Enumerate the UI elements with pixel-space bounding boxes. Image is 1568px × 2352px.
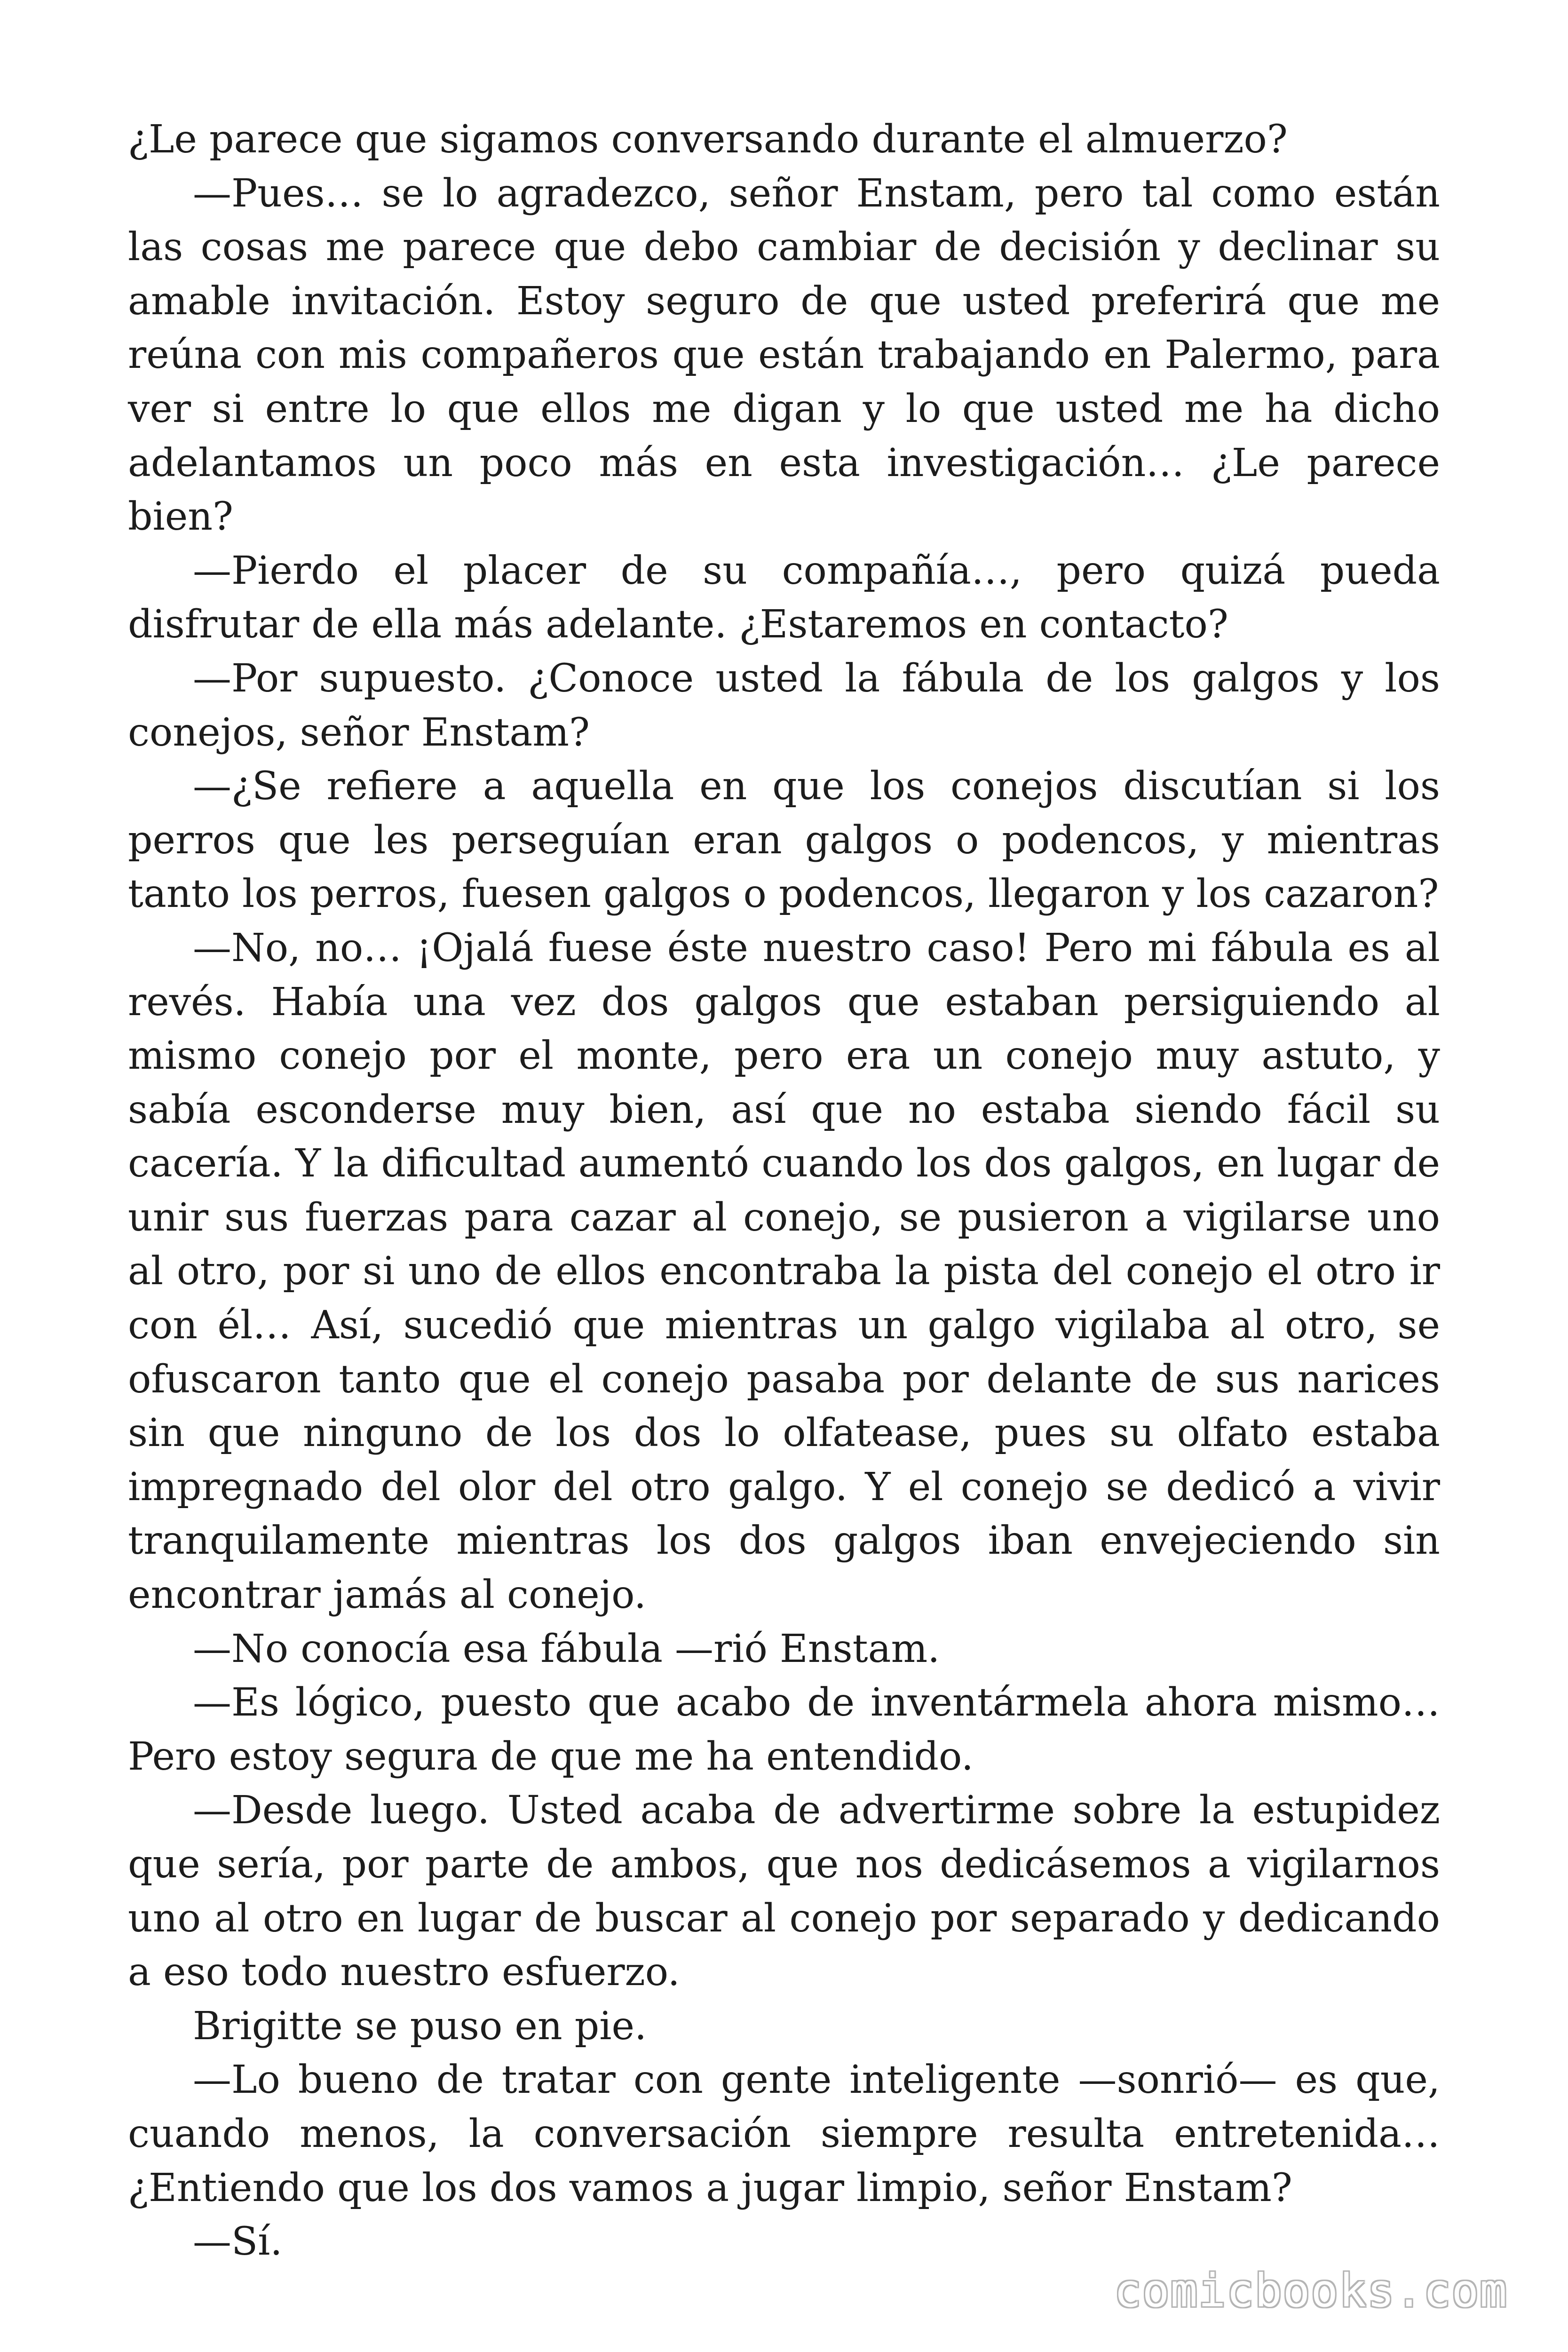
paragraph-6: —No, no… ¡Ojalá fuese éste nuestro caso! Pero mi fábula es al revés. Había una vez dos galgos que estaban persiguiendo al mismo conejo por el monte, pero era un conejo muy astuto, y sabía esconderse muy bien, así que no estaba siendo fácil su cacería. Y la dificultad aumentó cuando los dos galgos, en lugar de unir sus fuerzas para cazar al conejo, se pusieron a vigilarse uno al otro, por si uno de ellos encontraba la pista del conejo el otro ir con él… Así, sucedió que mientras un galgo vigilaba al otro, se ofuscaron tanto que el conejo pasaba por delante de sus narices sin que ninguno de los dos lo olfatease, pues su olfato estaba impregnado del olor del otro galgo. Y el conejo se dedicó a vivir tranquilamente mientras los dos galgos iban envejeciendo sin encontrar jamás al conejo. xyxy=(128,925,1440,1618)
book-page-text xyxy=(128,113,1440,2269)
paragraph-5: —¿Se refiere a aquella en que los conejos discutían si los perros que les perseguían eran galgos o podencos, y mientras tanto los perros, fuesen galgos o podencos, llegaron y los cazaron? xyxy=(128,764,1440,917)
paragraph-1: ¿Le parece que sigamos conversando durante el almuerzo? xyxy=(128,117,1288,162)
paragraph-8: —Es lógico, puesto que acabo de inventármela ahora mismo… Pero estoy segura de que me ha entendido. xyxy=(128,1680,1440,1779)
paragraph-7: —No conocía esa fábula —rió Enstam. xyxy=(193,1626,940,1671)
paragraph-4: —Por supuesto. ¿Conoce usted la fábula de los galgos y los conejos, señor Enstam? xyxy=(128,656,1440,755)
paragraph-11: —Lo bueno de tratar con gente inteligente —sonrió— es que, cuando menos, la conversación siempre resulta entretenida… ¿Entiendo que los dos vamos a jugar limpio, señor Enstam? xyxy=(128,2058,1440,2210)
paragraph-10: Brigitte se puso en pie. xyxy=(193,2003,647,2049)
watermark-logo: comicbooks.com xyxy=(1114,2265,1508,2317)
paragraph-2: —Pues… se lo agradezco, señor Enstam, pero tal como están las cosas me parece que debo cambiar de decisión y declinar su amable invitación. Estoy seguro de que usted preferirá que me reúna con mis compañeros que están trabajando en Palermo, para ver si entre lo que ellos me digan y lo que usted me ha dicho adelantamos un poco más en esta investigación… ¿Le parece bien? xyxy=(128,171,1440,540)
paragraph-3: —Pierdo el placer de su compañía…, pero quizá pueda disfrutar de ella más adelante. ¿Estaremos en contacto? xyxy=(128,548,1440,647)
paragraph-9: —Desde luego. Usted acaba de advertirme sobre la estupidez que sería, por parte de ambos, que nos dedicásemos a vigilarnos uno al otro en lugar de buscar al conejo por separado y dedicando a eso todo nuestro esfuerzo. xyxy=(128,1788,1440,1995)
paragraph-12: —Sí. xyxy=(193,2219,283,2265)
